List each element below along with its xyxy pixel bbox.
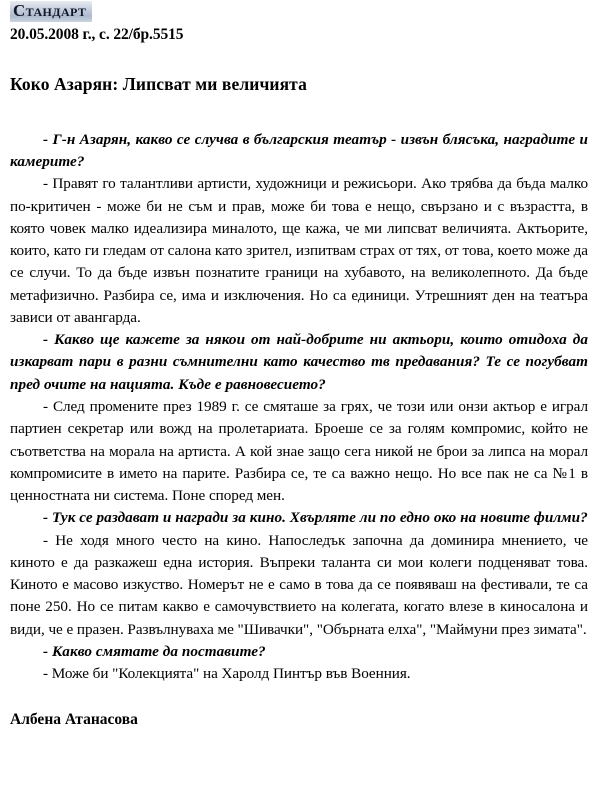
issue-dateline: 20.05.2008 г., с. 22/бр.5515 xyxy=(10,26,184,43)
interview-question: - Тук се раздават и награди за кино. Хвърляте ли по едно око на новите филми? xyxy=(43,509,588,527)
interview-answer: - Не ходя много често на кино. Напоследък започна да доминира мнението, че киното е да разкажеш една история. Въпреки таланта си мои колеги подценяват това. Киното е масово изкуство. Номерът не е само в това да се появяваш на фестивали, те са поне 250. Но се питам какво е самочувствието на колегата, когато влезе в киносалона и види, че е празен. Развълнуваха ме "Шивачки", "Обърната елха", "Маймуни през зимата". xyxy=(10,531,588,638)
masthead-container xyxy=(10,0,588,22)
interview-answer: - Може би "Колекцията" на Харолд Пинтър във Военния. xyxy=(43,665,411,683)
article-headline: Коко Азарян: Липсват ми величията xyxy=(10,73,307,94)
interview-question: - Какво смятате да поставите? xyxy=(43,642,266,660)
interview-question: - Г-н Азарян, какво се случва в българския театър - извън блясъка, наградите и камерите? xyxy=(10,130,588,171)
interview-answer: - Правят го талантливи артисти, художници и режисьори. Ако трябва да бъда малко по-критичен - може би не съм и прав, може би това е нещо, свързано и с възрастта, в която човек малко идеализира миналото, ще кажа, че ми липсват величията. Актьорите, които, като ги гледам от салона като зрител, изпитвам страх от тях, от това, което може да се случи. То да бъде извън познатите граници на хубавото, на великолепното. Да бъде метафизично. Разбира се, има и изключения. Но са единици. Утрешният ден на театъра зависи от авангарда. xyxy=(10,175,588,326)
article-body xyxy=(10,129,588,686)
interview-question: - Какво ще кажете за някои от най-добрите ни актьори, които отидоха да изкарват пари в разни съмнителни като качество тв предавания? Те се погубват пред очите на нацията. Къде е равновесието? xyxy=(10,331,588,393)
interview-answer: - След промените през 1989 г. се смяташе за грях, че този или онзи актьор е играл партиен секретар или вожд на пролетариата. Броеше се за голям компромис, който не съответства на морала на артиста. А кой знае защо сега никой не брои за липса на морал компромисите в името на парите. Разбира се, те са важно нещо. Но все пак не са №1 в ценностната ни система. Поне според мен. xyxy=(10,398,588,505)
newspaper-masthead xyxy=(10,1,92,22)
newspaper-name: Стандарт xyxy=(13,1,87,20)
author-signature: Албена Атанасова xyxy=(10,711,138,729)
